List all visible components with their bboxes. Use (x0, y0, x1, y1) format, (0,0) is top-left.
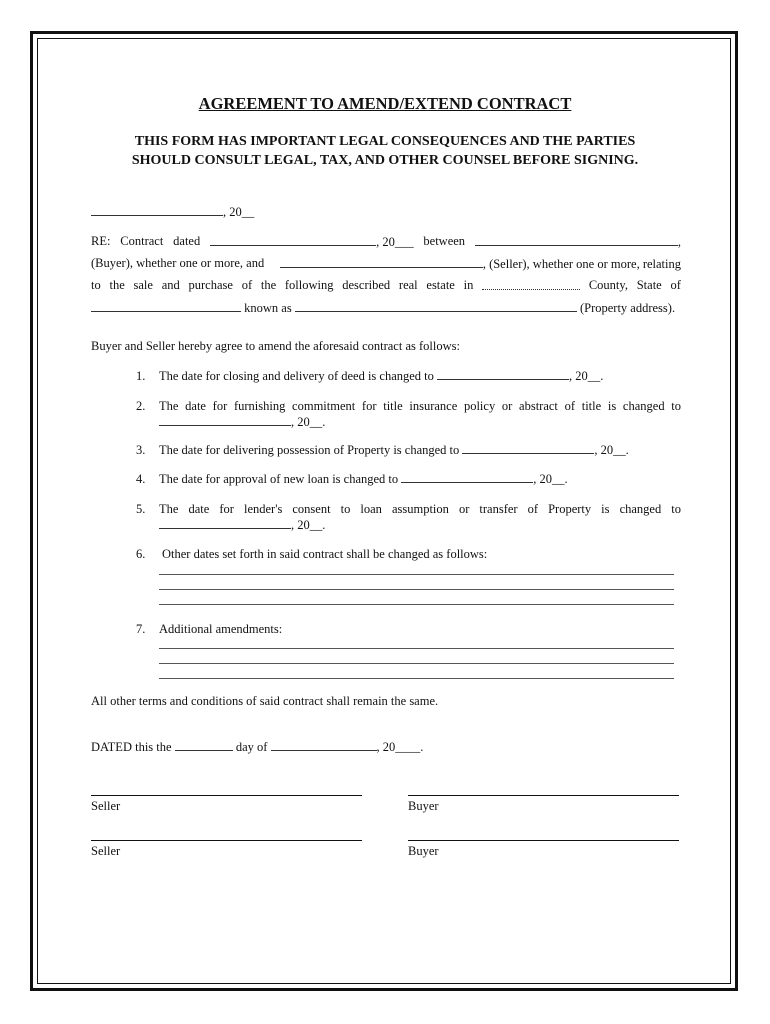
seller-signature-line[interactable] (91, 795, 362, 796)
item-text: Other dates set forth in said contract shall be changed as follows: (162, 547, 488, 561)
re-label: RE: (91, 234, 111, 248)
county-word: County, (588, 278, 628, 292)
month-blank[interactable] (271, 739, 377, 751)
sale-word: sale (133, 278, 153, 292)
re-line (91, 234, 681, 250)
dated-suffix: , 20____. (376, 740, 424, 754)
closing-statement: All other terms and conditions of said contract shall remain the same. (91, 694, 439, 708)
date-blank[interactable] (91, 204, 223, 216)
other-dates-line[interactable] (159, 574, 674, 575)
sale-word: purchase (188, 278, 233, 292)
seller-label: Seller (91, 844, 121, 858)
sale-word: described (342, 278, 391, 292)
item-text: The date for delivering possession of Property is changed to (159, 443, 463, 457)
amendment-line[interactable] (159, 648, 674, 649)
property-address-blank[interactable] (295, 300, 577, 312)
sale-word: and (161, 278, 180, 292)
property-line (91, 300, 681, 316)
day-blank[interactable] (175, 739, 233, 751)
item-number: 2. (136, 399, 146, 413)
item-tail: , 20__. (291, 415, 326, 429)
item-text: The date for furnishing commitment for title insurance policy or abstract of title is changed to (159, 399, 681, 413)
sale-word: following (284, 278, 334, 292)
loan-date-blank[interactable] (401, 471, 533, 483)
other-dates-line[interactable] (159, 604, 674, 605)
seller-signature-line[interactable] (91, 840, 362, 841)
buyer-name-blank[interactable] (475, 234, 678, 246)
sale-word: the (260, 278, 277, 292)
legal-warning (60, 132, 710, 170)
document-title: AGREEMENT TO AMEND/EXTEND CONTRACT (198, 94, 572, 113)
sale-word: in (463, 278, 474, 292)
county-word: of (670, 278, 681, 292)
date-line (91, 204, 681, 220)
amendment-line[interactable] (159, 663, 674, 664)
intro-text: Buyer and Seller hereby agree to amend the aforesaid contract as follows: (91, 339, 460, 353)
item-number: 7. (136, 622, 146, 636)
closing-date-blank[interactable] (437, 368, 569, 380)
re-contract: Contract (120, 234, 164, 248)
item-tail: , 20__. (291, 518, 326, 532)
contract-date-blank[interactable] (210, 234, 376, 246)
dated-line (91, 739, 681, 755)
item-text: Additional amendments: (159, 622, 283, 636)
dated-prefix: DATED this the (91, 740, 175, 754)
buyer-label: Buyer (408, 844, 439, 858)
re-dated: dated (173, 234, 201, 248)
county-blank[interactable] (482, 278, 580, 290)
state-blank[interactable] (91, 300, 241, 312)
buyer-whether: (Buyer), whether one or more, and (91, 256, 265, 270)
re-year: , 20___ (376, 235, 414, 249)
seller-name-blank[interactable] (280, 256, 483, 268)
sale-word: real (398, 278, 418, 292)
item-tail: , 20__. (533, 472, 568, 486)
warning-line-1: THIS FORM HAS IMPORTANT LEGAL CONSEQUENCES AND THE PARTIES (134, 134, 636, 149)
county-word: State (636, 278, 662, 292)
dated-mid: day of (232, 740, 271, 754)
item-text: The date for lender's consent to loan assumption or transfer of Property is changed to (159, 502, 681, 516)
sale-word: the (109, 278, 125, 292)
buyer-signature-line[interactable] (408, 795, 679, 796)
re-between: between (423, 234, 466, 248)
sale-word: to (91, 278, 101, 292)
item-text: The date for approval of new loan is changed to (159, 472, 402, 486)
item-number: 6. (136, 547, 146, 561)
item-number: 1. (136, 369, 146, 383)
item-number: 5. (136, 502, 146, 516)
sale-word: of (241, 278, 253, 292)
title-date-blank[interactable] (159, 414, 291, 426)
item-tail: , 20__. (569, 369, 604, 383)
buyer-label: Buyer (408, 799, 439, 813)
sale-line (91, 278, 681, 293)
re-comma: , (677, 235, 681, 249)
known-as: known as (244, 301, 292, 315)
property-address-label: (Property address). (579, 301, 676, 315)
lender-date-blank[interactable] (159, 517, 291, 529)
amendment-line[interactable] (159, 678, 674, 679)
item-tail: , 20__. (594, 443, 629, 457)
item-number: 4. (136, 472, 146, 486)
date-suffix: , 20__ (223, 205, 255, 219)
warning-line-2: SHOULD CONSULT LEGAL, TAX, AND OTHER COUNSEL BEFORE SIGNING. (131, 153, 639, 168)
seller-label: Seller (91, 799, 121, 813)
item-number: 3. (136, 443, 146, 457)
sale-word: estate (426, 278, 455, 292)
buyer-signature-line[interactable] (408, 840, 679, 841)
seller-whether: , (Seller), whether one or more, relating (482, 257, 681, 271)
parties-line (91, 256, 681, 272)
item-text: The date for closing and delivery of deed is changed to (159, 369, 438, 383)
possession-date-blank[interactable] (462, 442, 594, 454)
other-dates-line[interactable] (159, 589, 674, 590)
